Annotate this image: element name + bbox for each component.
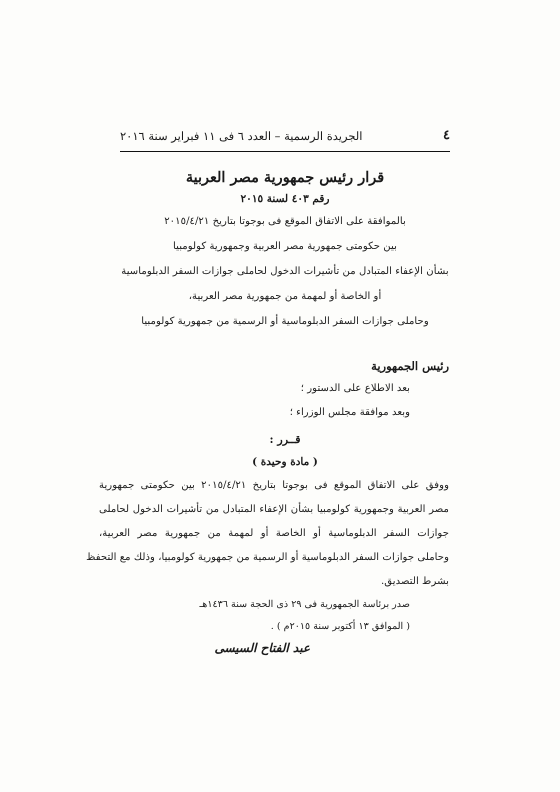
decree-number: رقم ٤٠٣ لسنة ٢٠١٥ [240, 193, 330, 205]
article-line: ووفق على الاتفاق الموقع فى بوجوتا بتاريخ ٢٠١٥/٤/٢١ بين حكومتى جمهورية [99, 480, 449, 491]
preamble-line: بعد الاطلاع على الدستور ؛ [300, 383, 410, 394]
header-rule [120, 151, 450, 152]
running-header [120, 128, 450, 148]
subject-line: بين حكومتى جمهورية مصر العربية وجمهورية كولومبيا [173, 241, 397, 252]
preamble-line: وبعد موافقة مجلس الوزراء ؛ [289, 407, 410, 418]
issued-date-hijri: صدر برئاسة الجمهورية فى ٢٩ ذى الحجة سنة ١٤٣٦هـ [199, 599, 410, 610]
decree-title: قرار رئيس جمهورية مصر العربية [185, 169, 385, 186]
single-article-heading: ( مادة وحيدة ) [252, 456, 318, 468]
decided-heading: قــرر : [269, 433, 301, 446]
subject-line: بشأن الإعفاء المتبادل من تأشيرات الدخول لحاملى جوازات السفر الدبلوماسية [121, 266, 449, 277]
article-line: وحاملى جوازات السفر الدبلوماسية أو الرسمية من جمهورية كولومبيا، وذلك مع التحفظ [86, 552, 449, 563]
article-line: بشرط التصديق. [381, 576, 449, 587]
signature: عبد الفتاح السيسى [214, 641, 310, 655]
subject-line: أو الخاصة أو لمهمة من جمهورية مصر العربية، [188, 291, 382, 302]
page-number: ٤ [443, 128, 450, 143]
publication-line: الجريدة الرسمية – العدد ٦ فى ١١ فبراير سنة ٢٠١٦ [120, 129, 363, 143]
issued-date-gregorian: ( الموافق ١٣ أكتوبر سنة ٢٠١٥م ) . [270, 621, 410, 632]
subject-line: وحاملى جوازات السفر الدبلوماسية أو الرسمية من جمهورية كولومبيا [141, 316, 429, 327]
subject-line: بالموافقة على الاتفاق الموقع فى بوجوتا بتاريخ ٢٠١٥/٤/٢١ [164, 216, 406, 227]
article-line: جوازات السفر الدبلوماسية أو الخاصة أو لمهمة من جمهورية مصر العربية، [99, 528, 449, 539]
president-heading: رئيس الجمهورية [371, 359, 449, 373]
article-line: مصر العربية وجمهورية كولومبيا بشأن الإعفاء المتبادل من تأشيرات الدخول لحاملى [99, 504, 449, 515]
